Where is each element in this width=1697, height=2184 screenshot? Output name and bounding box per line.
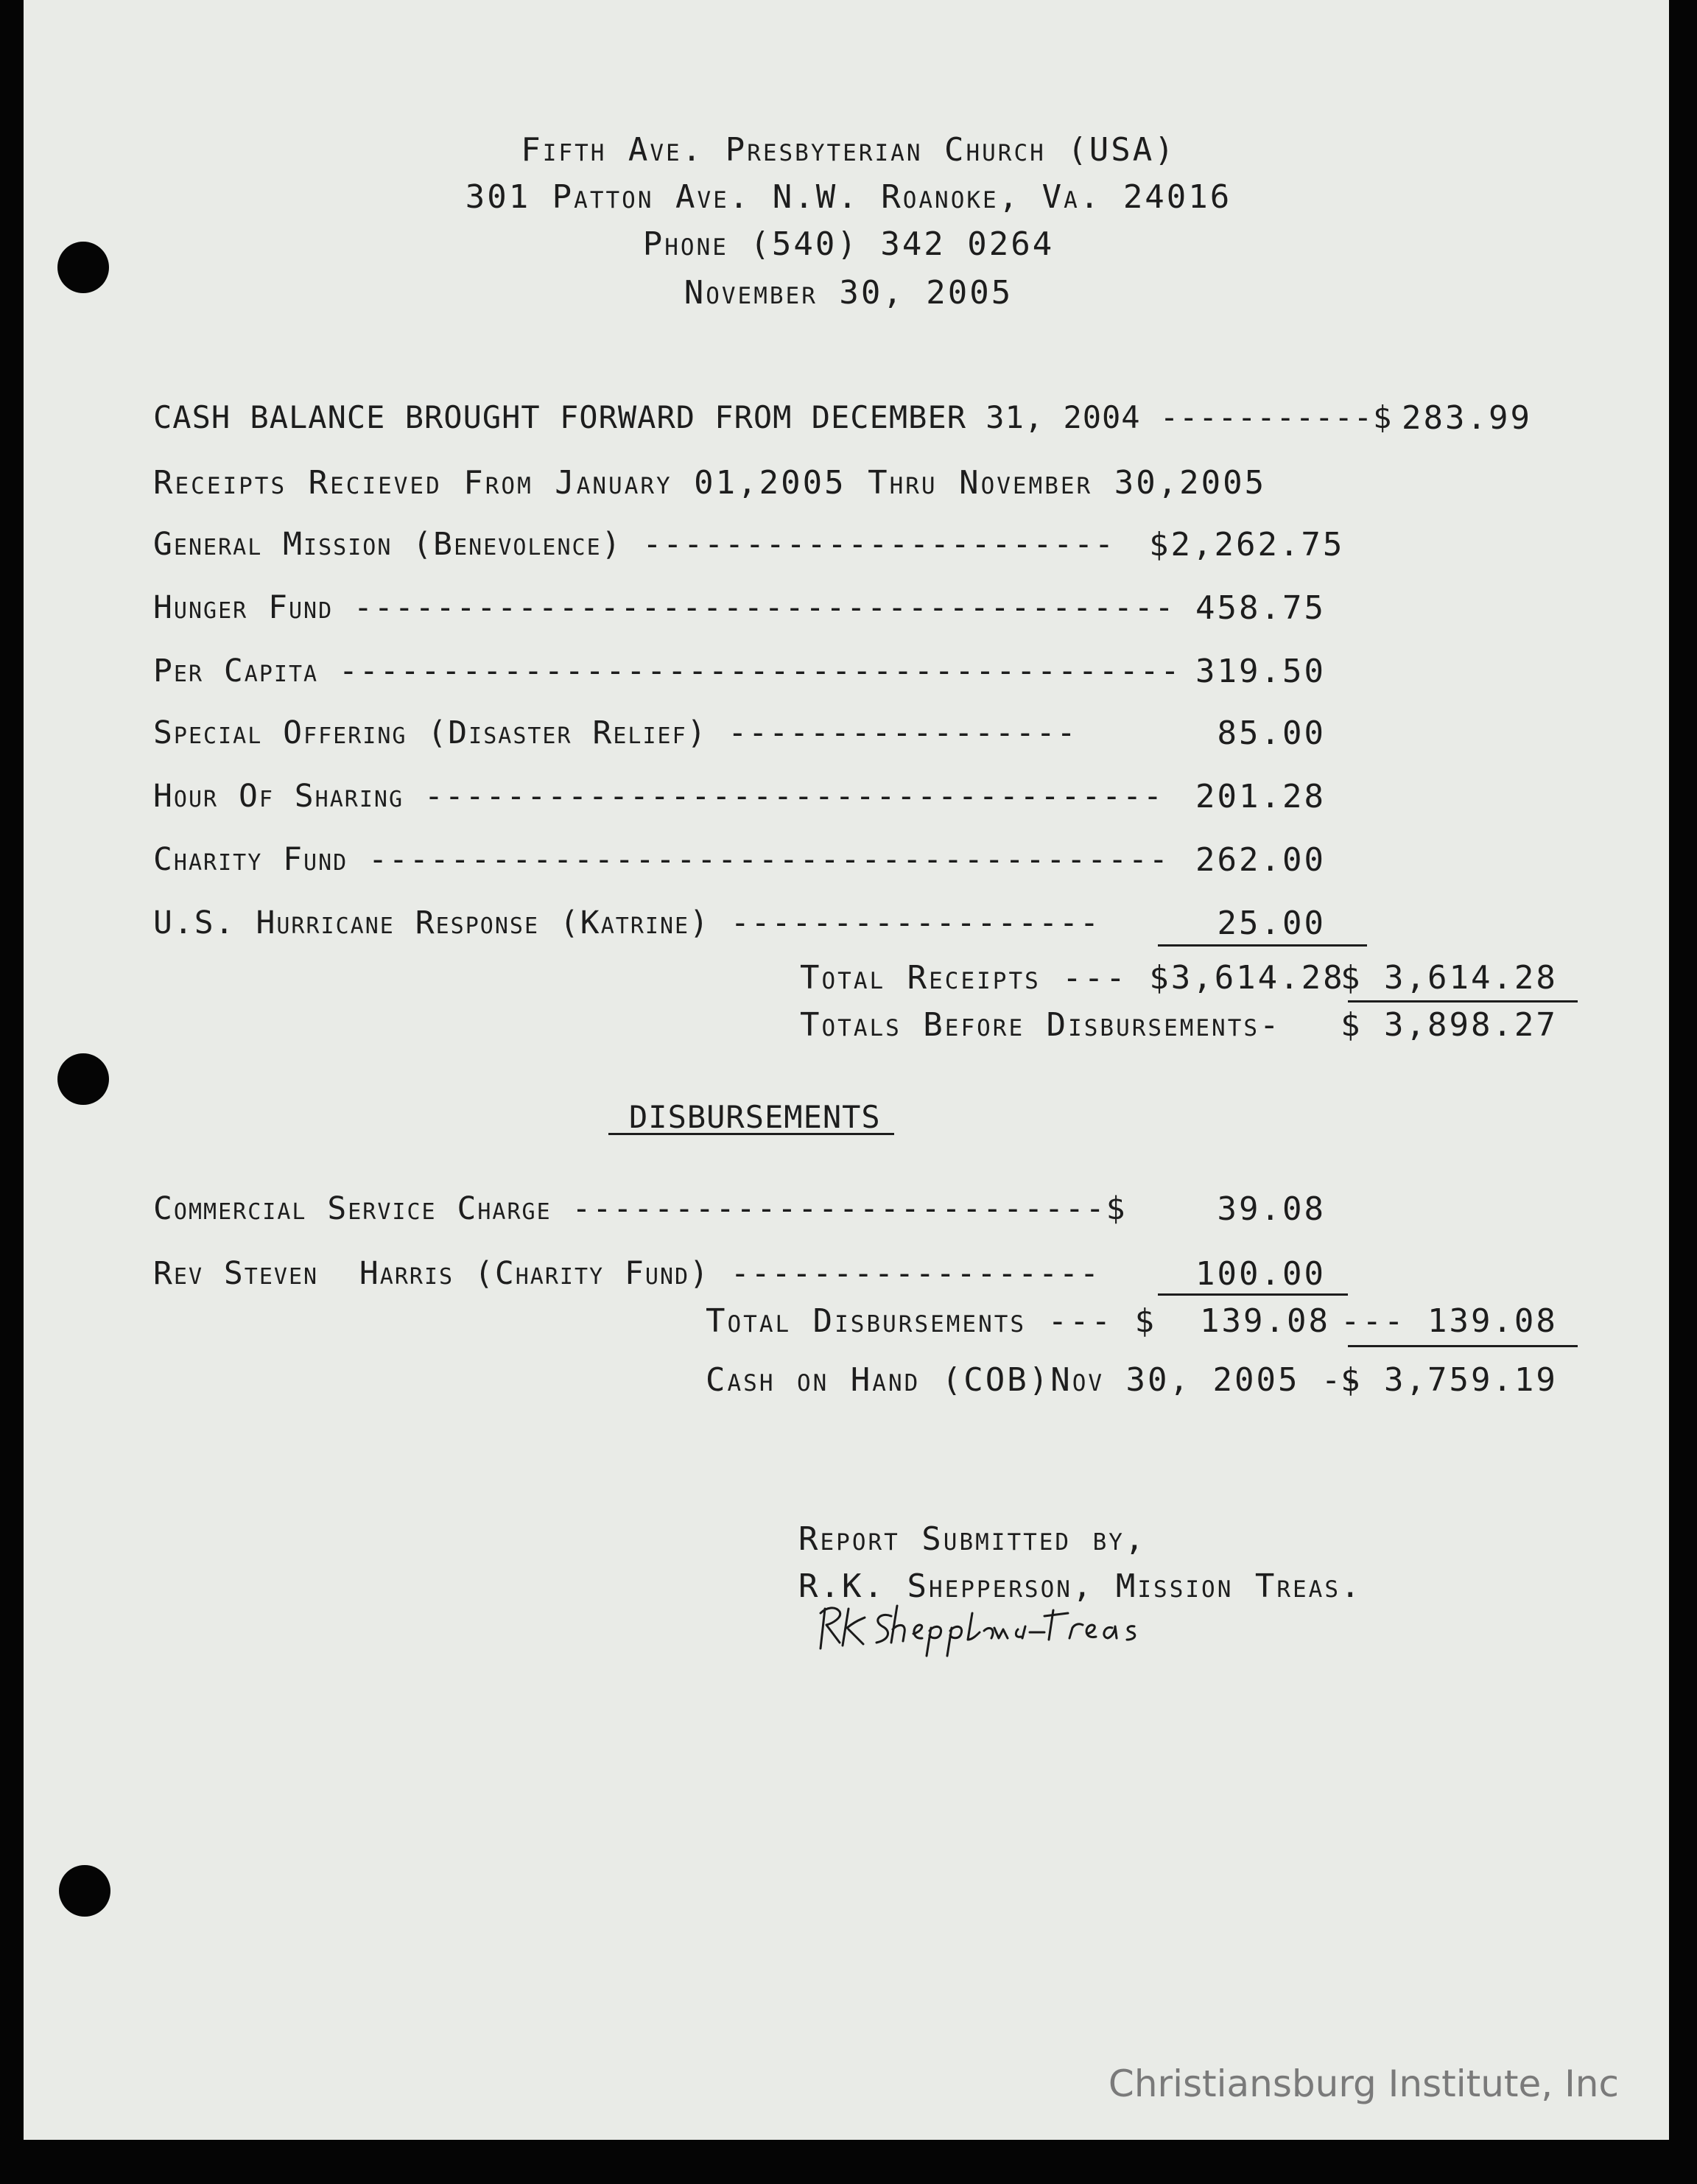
cash-on-hand-label: Cash on Hand (COB)Nov 30, 2005 -- [706, 1361, 1365, 1399]
total-receipts-label: Total Receipts --- $3,614.28 [800, 959, 1345, 997]
disbursement-label: Rev Steven Harris (Charity Fund) ------------------ [153, 1255, 1100, 1292]
watermark: Christiansburg Institute, Inc [1108, 2062, 1619, 2105]
total-disbursements-label: Total Disbursements --- $ 139.08 [706, 1302, 1330, 1340]
church-address: 301 Patton Ave. N.W. Roanoke, Va. 24016 [465, 178, 1232, 216]
receipt-label: Hunger Fund ---------------------------------------- [153, 589, 1176, 626]
receipt-label: General Mission (Benevolence) ----------------------- [153, 526, 1115, 563]
cash-on-hand-amount: $ 3,759.19 [1341, 1361, 1558, 1399]
church-name: Fifth Ave. Presbyterian Church (USA) [521, 131, 1176, 169]
balance-amount: 283.99 [1402, 399, 1532, 437]
disbursements-heading: DISBURSEMENTS [629, 1099, 881, 1135]
receipt-amount: 201.28 [1195, 778, 1326, 815]
total-rule [1348, 1345, 1578, 1347]
subtotal-rule [1158, 944, 1367, 947]
subtotal-rule [1158, 1293, 1348, 1296]
receipt-label: Charity Fund --------------------------------------- [153, 841, 1170, 878]
disbursement-label: Commercial Service Charge --------------------------$ [153, 1190, 1127, 1227]
receipt-amount: 458.75 [1195, 589, 1326, 627]
receipt-label: Special Offering (Disaster Relief) ----------------- [153, 714, 1078, 751]
treasurer-name: R.K. Shepperson, Mission Treas. [798, 1567, 1363, 1605]
total-disbursements-amount: --- 139.08 [1341, 1302, 1558, 1340]
total-rule [1348, 1000, 1578, 1003]
receipt-amount: 85.00 [1217, 714, 1326, 752]
receipt-amount: 319.50 [1195, 653, 1326, 690]
heading-underline [608, 1133, 894, 1135]
total-receipts-amount: $ 3,614.28 [1341, 959, 1558, 997]
totals-before-label: Totals Before Disbursements- [800, 1006, 1282, 1044]
receipt-amount: 25.00 [1217, 905, 1326, 942]
receipt-amount: $2,262.75 [1149, 526, 1345, 563]
receipt-label: U.S. Hurricane Response (Katrine) ------------------ [153, 905, 1100, 941]
totals-before-amount: $ 3,898.27 [1341, 1006, 1558, 1044]
signature [810, 1591, 1149, 1657]
receipt-label: Per Capita ----------------------------------------- [153, 653, 1181, 689]
balance-label: CASH BALANCE BROUGHT FORWARD FROM DECEMBER 31, 2004 -----------$ [153, 399, 1393, 435]
church-phone: Phone (540) 342 0264 [642, 225, 1055, 263]
receipts-heading: Receipts Recieved From January 01,2005 Thru November 30,2005 [153, 464, 1267, 502]
report-date: November 30, 2005 [684, 274, 1013, 312]
receipt-amount: 262.00 [1195, 841, 1326, 879]
punch-hole [59, 1865, 110, 1917]
submitted-by: Report Submitted by, [798, 1520, 1147, 1558]
document-page [24, 0, 1669, 2140]
punch-hole [57, 1053, 109, 1105]
disbursement-amount: 100.00 [1195, 1255, 1326, 1293]
disbursement-amount: 39.08 [1217, 1190, 1326, 1228]
receipt-label: Hour Of Sharing ------------------------------------ [153, 778, 1164, 815]
